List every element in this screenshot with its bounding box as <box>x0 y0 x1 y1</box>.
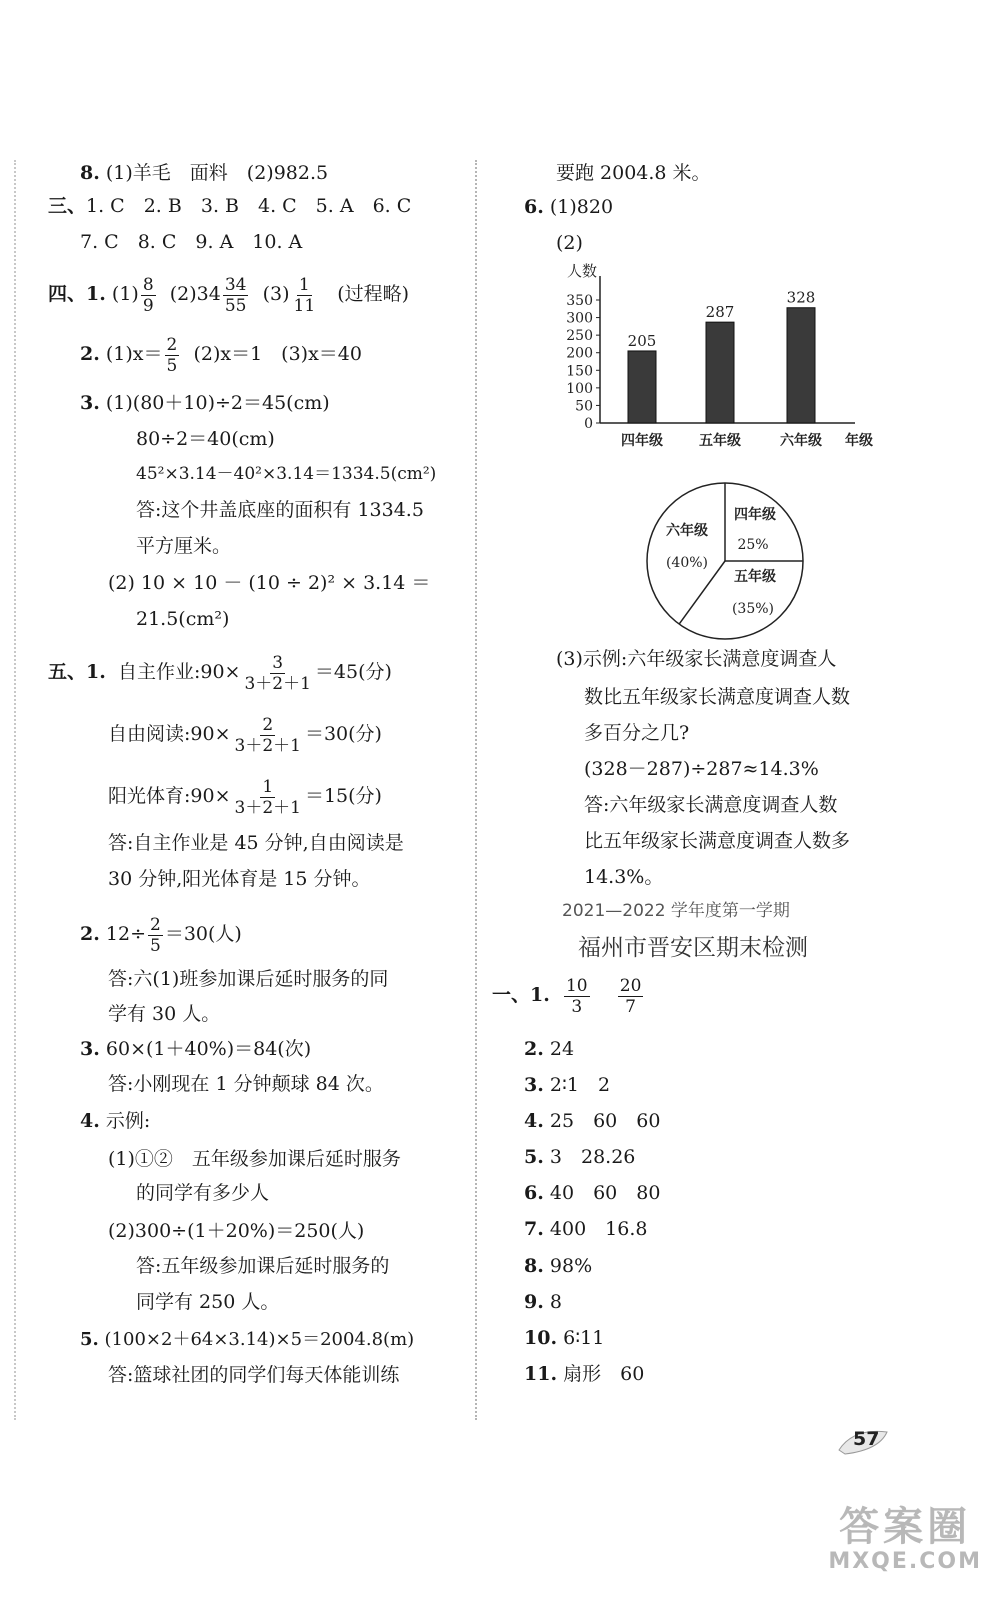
answer-line: 7. C 8. C 9. A 10. A <box>80 231 303 253</box>
answer-line: 10. 6∶11 <box>524 1327 605 1349</box>
bar <box>628 351 656 423</box>
answer-line: (3)示例:六年级家长满意度调查人 <box>556 648 837 670</box>
answer-line: 自由阅读:90× $\frac{2}{3+2+1}$ ＝30(分) <box>108 714 382 756</box>
y-tick-label: 0 <box>584 416 593 432</box>
bar <box>706 322 734 423</box>
answer-line: 8. (1)羊毛 面料 (2)982.5 <box>80 162 329 184</box>
answer-line: 一、1. $\frac{10}{3}$ $\frac{20}{7}$ <box>492 975 642 1017</box>
exam-title: 福州市晋安区期末检测 <box>578 935 808 961</box>
answer-line: 答:小刚现在 1 分钟颠球 84 次。 <box>108 1073 384 1095</box>
y-tick-label: 300 <box>566 310 593 327</box>
answer-line: (2)300÷(1＋20%)＝250(人) <box>108 1220 365 1242</box>
answer-line: 2. 24 <box>524 1038 575 1060</box>
answer-line: 5. 3 28.26 <box>524 1146 636 1168</box>
pie-slice-label: 四年级 <box>734 507 776 523</box>
x-axis-label: 年级 <box>845 433 873 449</box>
answer-line: 四、1. (1) $\frac{8}{9}$ (2)34 $\frac{34}{55}$ (3) $\frac{1}{11}$ (过程略) <box>48 274 410 316</box>
x-category-label: 五年级 <box>699 433 741 449</box>
answer-line: 多百分之几? <box>584 722 690 744</box>
answer-line: 3. 2∶1 2 <box>524 1074 611 1096</box>
exam-year-heading: 2021—2022 学年度第一学期 <box>562 901 790 921</box>
answer-line: 45²×3.14－40²×3.14＝1334.5(cm²) <box>136 464 437 484</box>
answer-line: 答:篮球社团的同学们每天体能训练 <box>108 1364 400 1386</box>
answer-line: 9. 8 <box>524 1291 562 1313</box>
left-margin-dotted-line <box>14 160 16 1420</box>
answer-line: 答:六年级家长满意度调查人数 <box>584 794 838 816</box>
answer-line: 4. 25 60 60 <box>524 1110 661 1132</box>
pie-slice-percent: (40%) <box>665 555 709 571</box>
answer-line: 5. (100×2＋64×3.14)×5＝2004.8(m) <box>80 1329 415 1350</box>
answer-line: 21.5(cm²) <box>136 608 230 630</box>
answer-line: 80÷2＝40(cm) <box>136 428 275 450</box>
answer-line: 答:自主作业是 45 分钟,自由阅读是 <box>108 832 404 854</box>
y-tick-label: 350 <box>566 293 593 309</box>
answer-line: (2) <box>556 232 583 254</box>
answer-line: (1)①② 五年级参加课后延时服务 <box>108 1148 401 1170</box>
answer-line: 8. 98% <box>524 1255 593 1277</box>
bar-value-label: 287 <box>705 303 735 322</box>
pie-chart <box>630 468 820 658</box>
bar-value-label: 328 <box>786 288 816 307</box>
answer-line: 阳光体育:90× $\frac{1}{3+2+1}$ ＝15(分) <box>108 776 382 818</box>
answer-line: 五、1. 自主作业:90× $\frac{3}{3+2+1}$ ＝45(分) <box>48 652 392 694</box>
bar <box>787 308 815 423</box>
answer-line: 7. 400 16.8 <box>524 1218 648 1240</box>
y-tick-label: 200 <box>566 345 593 362</box>
y-tick-label: 50 <box>575 398 593 415</box>
answer-line: 2. (1)x＝ $\frac{2}{5}$ (2)x＝1 (3)x＝40 <box>80 334 362 376</box>
answer-line: 三、1. C 2. B 3. B 4. C 5. A 6. C <box>48 195 412 217</box>
answer-line: 答:六(1)班参加课后延时服务的同 <box>108 968 389 990</box>
answer-line: 要跑 2004.8 米。 <box>556 162 711 184</box>
page-number-badge: 57 <box>835 1424 895 1458</box>
answer-line: 数比五年级家长满意度调查人数 <box>584 686 851 708</box>
x-category-label: 四年级 <box>621 433 663 449</box>
pie-slice-percent: (35%) <box>731 601 775 617</box>
answer-line: 3. 60×(1＋40%)＝84(次) <box>80 1038 312 1060</box>
bar-value-label: 205 <box>627 331 657 350</box>
y-tick-label: 250 <box>566 328 593 345</box>
answer-line: 2. 12÷ $\frac{2}{5}$ ＝30(人) <box>80 914 242 956</box>
answer-line: 11. 扇形 60 <box>524 1363 645 1385</box>
answer-line: 6. (1)820 <box>524 196 614 218</box>
answer-line: 的同学有多少人 <box>136 1182 270 1204</box>
x-category-label: 六年级 <box>780 433 822 449</box>
y-tick-label: 150 <box>566 363 593 380</box>
answer-line: (328－287)÷287≈14.3% <box>584 758 819 780</box>
pie-slice-label: 五年级 <box>734 569 776 585</box>
answer-line: 30 分钟,阳光体育是 15 分钟。 <box>108 868 371 890</box>
answer-line: 14.3%。 <box>584 866 664 888</box>
answer-line: 学有 30 人。 <box>108 1003 221 1025</box>
pie-slice-label: 六年级 <box>666 523 708 539</box>
answer-line: 3. (1)(80＋10)÷2＝45(cm) <box>80 392 330 414</box>
pie-slice-percent: 25% <box>737 537 769 553</box>
column-divider <box>475 160 477 1420</box>
bar-chart <box>545 258 895 458</box>
answer-line: 答:这个井盖底座的面积有 1334.5 <box>136 499 424 521</box>
answer-line: (2) 10 × 10 － (10 ÷ 2)² × 3.14 ＝ <box>108 572 431 594</box>
watermark: 答案圈 MXQE.COM <box>828 1504 982 1574</box>
answer-line: 平方厘米。 <box>136 535 232 557</box>
answer-line: 6. 40 60 80 <box>524 1182 661 1204</box>
y-tick-label: 100 <box>566 380 593 397</box>
answer-line: 答:五年级参加课后延时服务的 <box>136 1255 390 1277</box>
answer-line: 同学有 250 人。 <box>136 1291 280 1313</box>
answer-line: 比五年级家长满意度调查人数多 <box>584 830 851 852</box>
y-axis-label: 人数 <box>567 262 598 280</box>
answer-line: 4. 示例: <box>80 1110 151 1132</box>
